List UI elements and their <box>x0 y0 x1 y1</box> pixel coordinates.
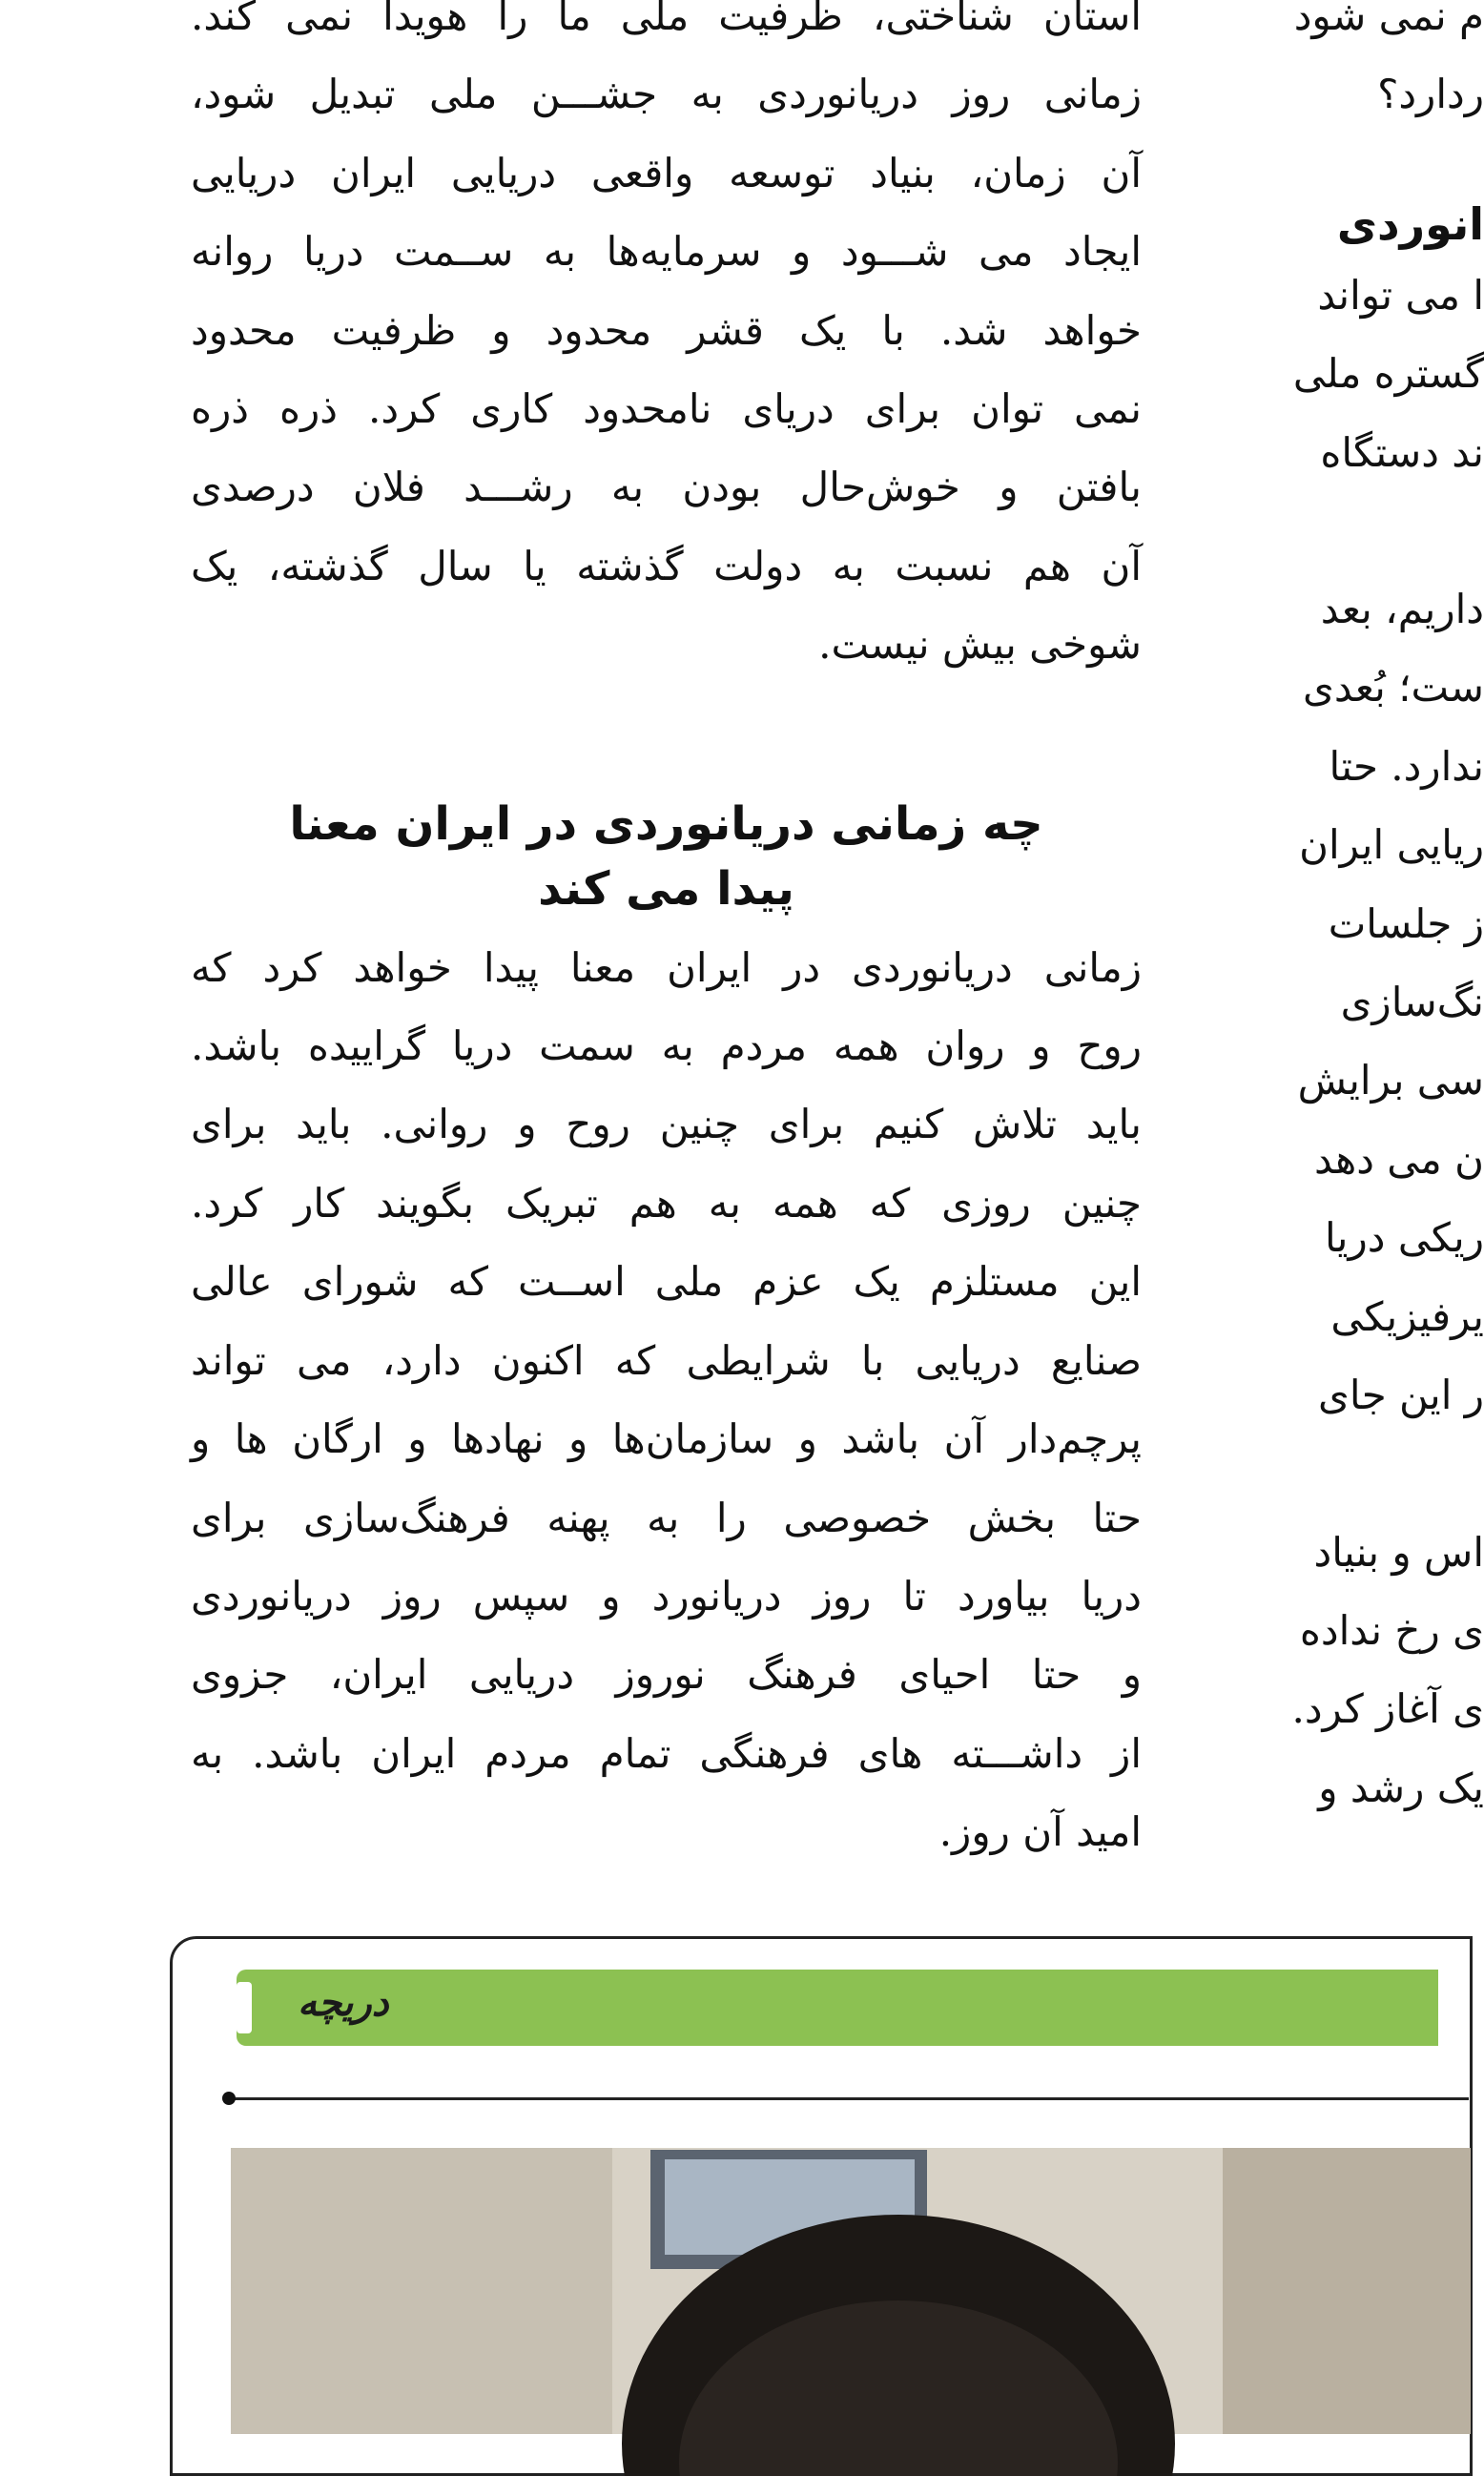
photo-illustration <box>231 2148 1471 2434</box>
text-line: ز جلسات <box>1328 899 1484 947</box>
text-line: چنین روزی که همه به هم تبریک بگویند کار کرد. <box>191 1179 1142 1227</box>
text-line: ند دستگاه <box>1320 428 1484 476</box>
paragraph-1 <box>191 0 1142 685</box>
text-line: باید تلاش کنیم برای چنین روح و روانی. باید برای <box>191 1101 1142 1148</box>
text-line: ایجاد می شـــود و سرمایه‌ها به ســمت دریا روانه <box>191 228 1142 276</box>
banner-title: دریچه <box>298 1980 389 2025</box>
text-line: بافتن و خوش‌حال بودن به رشـــد فلان درصدی <box>191 464 1142 511</box>
section-heading <box>191 792 1142 921</box>
text-line: این مستلزم یک عزم ملی اســت که شورای عالی <box>191 1258 1142 1306</box>
text-line: زمانی دریانوردی در ایران معنا پیدا خواهد کرد که <box>191 943 1142 991</box>
text-line: روح و روان همه مردم به سمت دریا گراییده باشد. <box>191 1022 1142 1070</box>
text-line: ر این جای <box>1318 1372 1484 1419</box>
text-line: استان شناختی، ظرفیت ملی ما را هویدا نمی کند. <box>191 0 1142 39</box>
right-block-4 <box>1236 1514 1484 1828</box>
text-line: یرفیزیکی <box>1330 1292 1484 1340</box>
text-line: خواهد شد. با یک قشر محدود و ظرفیت محدود <box>191 306 1142 354</box>
photo-wall-left <box>231 2148 612 2434</box>
text-line: نمی توان برای دریای نامحدود کاری کرد. ذره ذره <box>191 385 1142 433</box>
text-line: آن هم نسبت به دولت گذشته یا سال گذشته، یک <box>191 542 1142 589</box>
text-line: ن می دهد <box>1314 1135 1484 1183</box>
text-line: سی برایش <box>1297 1057 1484 1104</box>
text-line: شوخی بیش نیست. <box>818 621 1142 669</box>
text-line: دریا بیاورد تا روز دریانورد و سپس روز دریانوردی <box>191 1572 1142 1620</box>
text-line: یک رشد و <box>1318 1764 1484 1811</box>
right-block-3 <box>1236 570 1484 1434</box>
portrait-photo <box>231 2148 1471 2434</box>
text-line: م نمی شود <box>1293 0 1484 39</box>
right-heading: انوردی <box>1336 197 1484 250</box>
paragraph-2 <box>191 929 1142 1872</box>
adjacent-column <box>1236 0 1484 1827</box>
text-line: حتا بخش خصوصی را به پهنه فرهنگ‌سازی برای <box>191 1494 1142 1541</box>
text-line: ردارد؟ <box>1377 71 1484 118</box>
text-line: صنایع دریایی با شرایطی که اکنون دارد، می تواند <box>191 1336 1142 1384</box>
text-line: ست؛ بُعدی <box>1302 664 1484 712</box>
photo-wall-right <box>1223 2148 1471 2434</box>
divider-rule <box>229 2097 1469 2100</box>
right-block-1 <box>1236 0 1484 134</box>
main-article-column <box>191 0 1142 1872</box>
text-line: امید آن روز. <box>938 1808 1142 1856</box>
right-block-2 <box>1236 257 1484 492</box>
text-line: پرچم‌دار آن باشد و سازمان‌ها و نهادها و ارگان ها و <box>191 1415 1142 1463</box>
text-line: گستره ملی <box>1292 350 1484 398</box>
text-line: ی آغاز کرد. <box>1291 1685 1484 1733</box>
banner-notch <box>237 1982 252 2033</box>
text-line: ندارد. حتا <box>1329 742 1484 790</box>
text-line: آن زمان، بنیاد توسعه واقعی دریایی ایران دریایی <box>191 149 1142 196</box>
text-line: اس و بنیاد <box>1313 1528 1484 1576</box>
text-line: ی رخ نداده <box>1299 1606 1484 1654</box>
rule-dot <box>222 2092 236 2105</box>
heading-line: پیدا می کند <box>538 861 794 916</box>
sidebar-banner <box>237 1970 1438 2046</box>
text-line: ریکی دریا <box>1325 1214 1484 1262</box>
text-line: و حتا احیای فرهنگ نوروز دریایی ایران، جزوی <box>191 1651 1142 1699</box>
text-line: داریم، بعد <box>1320 586 1484 633</box>
text-line: ریایی ایران <box>1299 821 1484 869</box>
text-line: از داشـــته های فرهنگی تمام مردم ایران باشد. به <box>191 1729 1142 1777</box>
heading-line: چه زمانی دریانوردی در ایران معنا <box>289 796 1043 851</box>
text-line: زمانی روز دریانوردی به جشـــن ملی تبدیل شود، <box>191 71 1142 118</box>
text-line: نگ‌سازی <box>1340 979 1484 1026</box>
text-line: ا می تواند <box>1317 271 1484 319</box>
